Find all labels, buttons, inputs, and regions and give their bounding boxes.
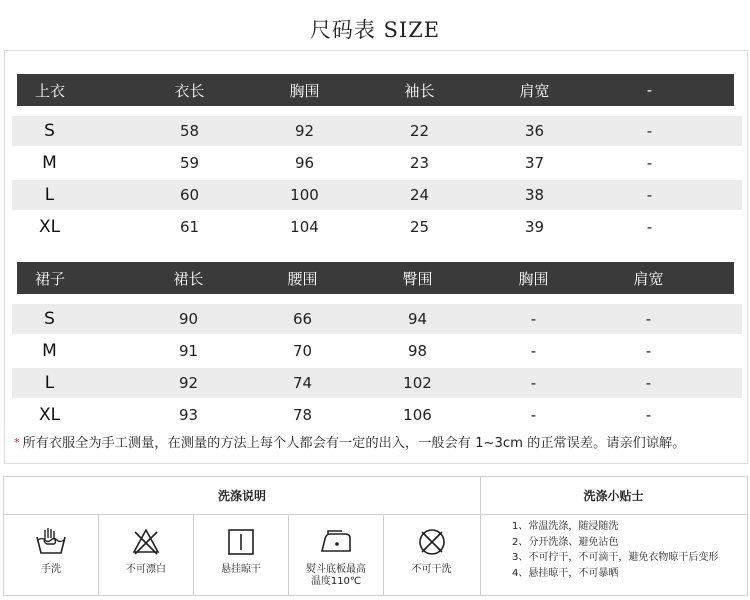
- care-label: 熨斗底板最高 温度110℃: [306, 564, 366, 587]
- table-cell: -: [530, 342, 537, 360]
- list-item: 4、悬挂晾干，不可暴晒: [512, 567, 619, 579]
- hang-dry-icon: [225, 526, 257, 558]
- header-cell: 肩宽: [519, 81, 550, 100]
- table-cell: 23: [409, 154, 430, 172]
- table-cell: 37: [524, 154, 545, 172]
- header-cell: 胸围: [518, 269, 549, 288]
- list-item: 1、常温洗涤，随浸随洗: [512, 521, 619, 532]
- table-cell: -: [530, 374, 537, 392]
- table-row: [12, 304, 742, 334]
- hand-wash-icon: [34, 526, 68, 558]
- table-cell: 61: [179, 218, 200, 236]
- table-cell: 22: [409, 122, 430, 140]
- table-cell: 60: [179, 186, 200, 204]
- table-cell: 59: [179, 154, 200, 172]
- table-row: [12, 148, 742, 178]
- table-cell: 36: [524, 122, 545, 140]
- table-cell: 38: [524, 186, 545, 204]
- care-item-no-bleach: [99, 514, 194, 595]
- table-cell: -: [646, 186, 653, 204]
- table-cell: 39: [524, 218, 545, 236]
- table-cell: 70: [292, 342, 313, 360]
- table-cell: 58: [179, 122, 200, 140]
- table-cell: 100: [290, 186, 319, 204]
- list-item: 3、不可拧干，不可滴干，避免衣物晾干后变形: [512, 552, 719, 563]
- list-item: 2、分开洗涤、避免沾色: [512, 536, 619, 548]
- size-label: S: [44, 309, 55, 329]
- header-cell: 肩宽: [633, 269, 664, 288]
- table-cell: 98: [407, 342, 428, 360]
- table-cell: 93: [178, 406, 199, 424]
- care-label: 悬挂晾干: [221, 564, 261, 575]
- table-cell: 104: [290, 218, 319, 236]
- table-cell: 92: [294, 122, 315, 140]
- table-cell: 74: [292, 374, 313, 392]
- table-row: [12, 212, 742, 242]
- table-cell: 25: [409, 218, 430, 236]
- table-cell: 78: [292, 406, 313, 424]
- table-cell: -: [645, 342, 652, 360]
- measurement-note: [14, 432, 685, 451]
- table-cell: 91: [178, 342, 199, 360]
- iron-icon: [318, 526, 354, 558]
- care-tips-title: 洗涤小贴士: [480, 477, 747, 515]
- note-text: 所有衣服全为手工测量，在测量的方法上每个人都会有一定的出入，一般会有 1~3cm 的正常误差。请亲们谅解。: [22, 436, 686, 451]
- header-cell: 胸围: [289, 81, 320, 100]
- table-cell: 24: [409, 186, 430, 204]
- care-label: 不可干洗: [411, 564, 452, 575]
- care-label: 不可漂白: [126, 564, 166, 575]
- table-cell: -: [530, 406, 537, 424]
- no-dry-clean-icon: [416, 526, 448, 558]
- header-cell: 腰围: [287, 269, 318, 288]
- header-cell: 袖长: [404, 81, 435, 100]
- size-label: M: [42, 341, 57, 361]
- header-cell: 裙子: [35, 269, 66, 288]
- size-label: XL: [38, 405, 61, 425]
- care-instructions-title: 洗涤说明: [4, 477, 481, 515]
- size-label: L: [44, 185, 55, 205]
- note-asterisk: *: [14, 436, 20, 449]
- tops-header-row: [17, 74, 734, 106]
- table-cell: 94: [407, 310, 428, 328]
- care-item-iron: [289, 514, 384, 595]
- table-row: [12, 368, 742, 398]
- table-cell: -: [530, 310, 537, 328]
- table-cell: -: [646, 218, 653, 236]
- table-cell: -: [646, 122, 653, 140]
- skirts-header-row: [17, 262, 734, 294]
- care-item-hand-wash: [4, 514, 99, 595]
- table-row: [12, 336, 742, 366]
- header-cell: 臀围: [402, 269, 433, 288]
- care-item-hang-dry: [194, 514, 289, 595]
- size-label: S: [44, 121, 55, 141]
- no-bleach-icon: [130, 526, 162, 558]
- care-icons-row: [4, 514, 481, 595]
- table-row: [12, 180, 742, 210]
- header-cell: 上衣: [35, 81, 66, 100]
- table-cell: 66: [292, 310, 313, 328]
- table-cell: 90: [178, 310, 199, 328]
- size-label: L: [44, 373, 55, 393]
- header-cell: 衣长: [174, 81, 205, 100]
- table-cell: -: [645, 406, 652, 424]
- table-cell: 96: [294, 154, 315, 172]
- table-cell: -: [645, 310, 652, 328]
- table-cell: -: [646, 154, 653, 172]
- care-tips-list: [480, 514, 747, 595]
- care-label: 手洗: [41, 564, 61, 575]
- header-cell: -: [646, 81, 653, 99]
- table-row: [12, 116, 742, 146]
- table-cell: 102: [403, 374, 432, 392]
- size-label: XL: [38, 217, 61, 237]
- page-title: 尺码表 SIZE: [309, 18, 441, 42]
- size-label: M: [42, 153, 57, 173]
- table-cell: 106: [403, 406, 432, 424]
- table-row: [12, 400, 742, 430]
- care-panel: [3, 476, 748, 596]
- table-cell: 92: [178, 374, 199, 392]
- table-cell: -: [645, 374, 652, 392]
- care-item-no-dry-clean: [384, 514, 479, 595]
- header-cell: 裙长: [173, 269, 204, 288]
